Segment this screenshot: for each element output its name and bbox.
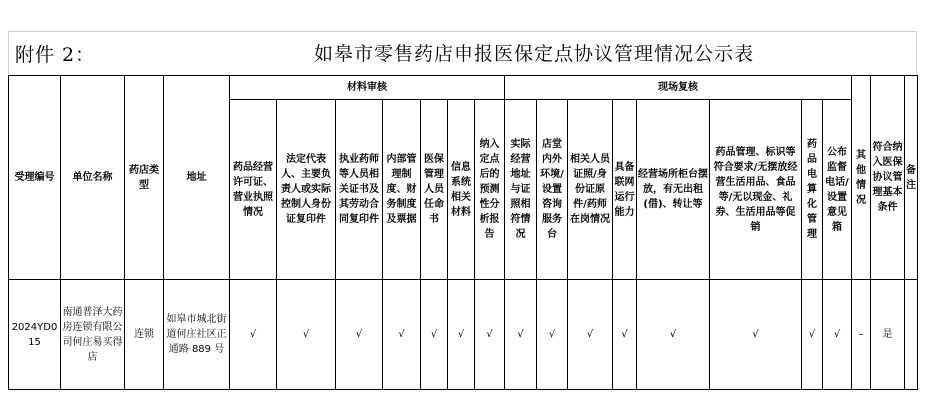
header-s1: 实际经营地址与证照相符情况 bbox=[505, 100, 537, 280]
header-other: 其他情况 bbox=[852, 76, 871, 280]
attachment-label: 附件 2： bbox=[15, 44, 96, 66]
header-s3: 相关人员证照/身份证原件/药师在岗情况 bbox=[568, 100, 613, 280]
header-m4: 内部管理制度、财务制度及票据 bbox=[383, 100, 421, 280]
header-s4: 具备联网运行能力 bbox=[613, 100, 637, 280]
cell-s5: √ bbox=[637, 280, 710, 390]
table-row bbox=[9, 280, 918, 390]
header-m3: 执业药师等人员相关证书及其劳动合同复印件 bbox=[336, 100, 383, 280]
header-s8: 公布监督电话/设置意见箱 bbox=[823, 100, 852, 280]
cell-m7: √ bbox=[475, 280, 505, 390]
cell-s8: √ bbox=[823, 280, 852, 390]
group-header-row bbox=[9, 76, 918, 100]
cell-s1: √ bbox=[505, 280, 537, 390]
header-unit-name: 单位名称 bbox=[61, 76, 125, 280]
header-store-type: 药店类型 bbox=[125, 76, 164, 280]
cell-unit-name: 南通普泽大药房连锁有限公司何庄易买得店 bbox=[61, 280, 125, 390]
publication-table bbox=[8, 75, 918, 390]
group-header-site: 现场复核 bbox=[505, 76, 852, 100]
header-m6: 信息系统相关材料 bbox=[448, 100, 475, 280]
cell-m3: √ bbox=[336, 280, 383, 390]
header-address: 地址 bbox=[164, 76, 230, 280]
header-s7: 药品电算化管理 bbox=[802, 100, 823, 280]
cell-s7: √ bbox=[802, 280, 823, 390]
group-header-materials: 材料审核 bbox=[230, 76, 505, 100]
cell-store-type: 连锁 bbox=[125, 280, 164, 390]
header-s2: 店堂内外环境/设置咨询服务台 bbox=[537, 100, 568, 280]
header-conform: 符合纳入医保协议管理基本条件 bbox=[871, 76, 905, 280]
cell-m1: √ bbox=[230, 280, 277, 390]
header-s6: 药品管理、标识等符合要求/无摆放经营生活用品、食品等/无以现金、礼券、生活用品等促销 bbox=[710, 100, 802, 280]
cell-m2: √ bbox=[277, 280, 336, 390]
header-remark: 备注 bbox=[905, 76, 918, 280]
cell-address: 如皋市城北街道何庄社区正通路 889 号 bbox=[164, 280, 230, 390]
header-m5: 医保管理人员任命书 bbox=[421, 100, 448, 280]
cell-s6: √ bbox=[710, 280, 802, 390]
header-s5: 经营场所柜台摆放，有无出租(借)、转让等 bbox=[637, 100, 710, 280]
header-m1: 药品经营许可证、营业执照情况 bbox=[230, 100, 277, 280]
header-m7: 纳入定点后的预测性分析报告 bbox=[475, 100, 505, 280]
header-receipt-no: 受理编号 bbox=[9, 76, 61, 280]
cell-remark bbox=[905, 280, 918, 390]
cell-m6: √ bbox=[448, 280, 475, 390]
document-title: 如皋市零售药店申报医保定点协议管理情况公示表 bbox=[314, 43, 755, 65]
title-bar bbox=[8, 31, 917, 76]
cell-s2: √ bbox=[537, 280, 568, 390]
cell-m5: √ bbox=[421, 280, 448, 390]
cell-m4: √ bbox=[383, 280, 421, 390]
cell-receipt-no: 2024YD015 bbox=[9, 280, 61, 390]
cell-s4: √ bbox=[613, 280, 637, 390]
cell-conform: 是 bbox=[871, 280, 905, 390]
cell-other: – bbox=[852, 280, 871, 390]
header-m2: 法定代表人、主要负责人或实际控制人身份证复印件 bbox=[277, 100, 336, 280]
cell-s3: √ bbox=[568, 280, 613, 390]
